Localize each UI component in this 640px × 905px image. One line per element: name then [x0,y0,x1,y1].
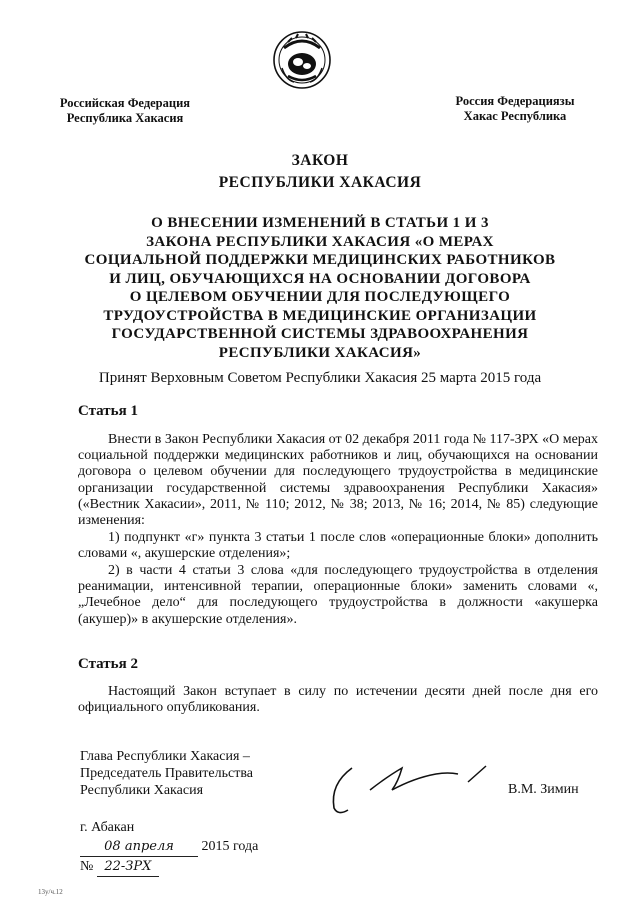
handwritten-date: 08 апреля [80,837,198,857]
law-subject [40,214,600,362]
article2-text: Настоящий Закон вступает в силу по истечении десяти дней после дня его официального опубликования. [78,684,598,716]
article1-intro: Внести в Закон Республики Хакасия от 02 декабря 2011 года № 117-ЗРХ «О мерах социальной поддержки медицинских работников и лиц, обучающихся на основании договора о целевом обучении для последующего трудоустройства в медицинские организации государственной системы здравоохранения Республики Хакасия» («Вестник Хакасии», 2011, № 110; 2012, № 38; 2013, № 16; 2014, № 85) следующие изменения: [78,432,598,529]
article2-title: Статья 2 [78,656,138,672]
header-left [30,96,220,126]
city: г. Абакан [80,820,135,835]
signatory-position [80,748,253,799]
place-and-date [80,818,258,877]
article1-item1: 1) подпункт «г» пункта 3 статьи 1 после слов «операционные блоки» дополнить словами «, акушерские отделения»; [78,530,598,562]
header-left-line1: Российская Федерация [59,96,191,110]
number-prefix: № [80,859,94,874]
coat-of-arms-emblem [270,28,334,92]
date-year: 2015 года [201,839,259,854]
subject-line: О ЦЕЛЕВОМ ОБУЧЕНИИ ДЛЯ ПОСЛЕДУЮЩЕГО [129,289,511,305]
subject-line: ТРУДОУСТРОЙСТВА В МЕДИЦИНСКИЕ ОРГАНИЗАЦИИ [103,307,537,324]
handwritten-number: 22-ЗРХ [97,857,159,877]
position-line1: Глава Республики Хакасия – [80,749,250,764]
adoption-statement: Принят Верховным Советом Республики Хакасия 25 марта 2015 года [98,370,542,386]
header-right-line2: Хакас Республика [463,109,567,123]
subject-line: О ВНЕСЕНИИ ИЗМЕНЕНИЙ В СТАТЬИ 1 И 3 [151,215,489,231]
handwritten-signature [318,756,498,826]
subject-line: РЕСПУБЛИКИ ХАКАСИЯ» [218,344,422,361]
subject-line: ГОСУДАРСТВЕННОЙ СИСТЕМЫ ЗДРАВООХРАНЕНИЯ [111,326,529,342]
article1-item2: 2) в части 4 статьи 3 слова «для последующего трудоустройства в отделения реанимации, интенсивной терапии, операционные блоки» заменить словами «, „Лечебное дело“ для последующего трудоустройства в должности «акушерка (акушер)» в акушерские отделения». [78,563,598,627]
law-title-line1: ЗАКОН [291,152,349,169]
header-right-line1: Россия Федерациязы [455,94,575,108]
position-line2: Председатель Правительства [80,766,253,781]
subject-line: И ЛИЦ, ОБУЧАЮЩИХСЯ НА ОСНОВАНИИ ДОГОВОРА [109,270,531,287]
subject-line: ЗАКОНА РЕСПУБЛИКИ ХАКАСИЯ «О МЕРАХ [146,233,494,250]
footer-code: 13у/ч.12 [38,888,63,896]
subject-line: СОЦИАЛЬНОЙ ПОДДЕРЖКИ МЕДИЦИНСКИХ РАБОТНИКОВ [84,252,556,268]
header-right [420,94,610,124]
law-title-line2: РЕСПУБЛИКИ ХАКАСИЯ [218,174,422,191]
position-line3: Республики Хакасия [80,783,204,798]
header-left-line2: Республика Хакасия [66,111,184,125]
signatory-name: В.М. Зимин [508,782,579,797]
article1-title: Статья 1 [78,403,138,419]
